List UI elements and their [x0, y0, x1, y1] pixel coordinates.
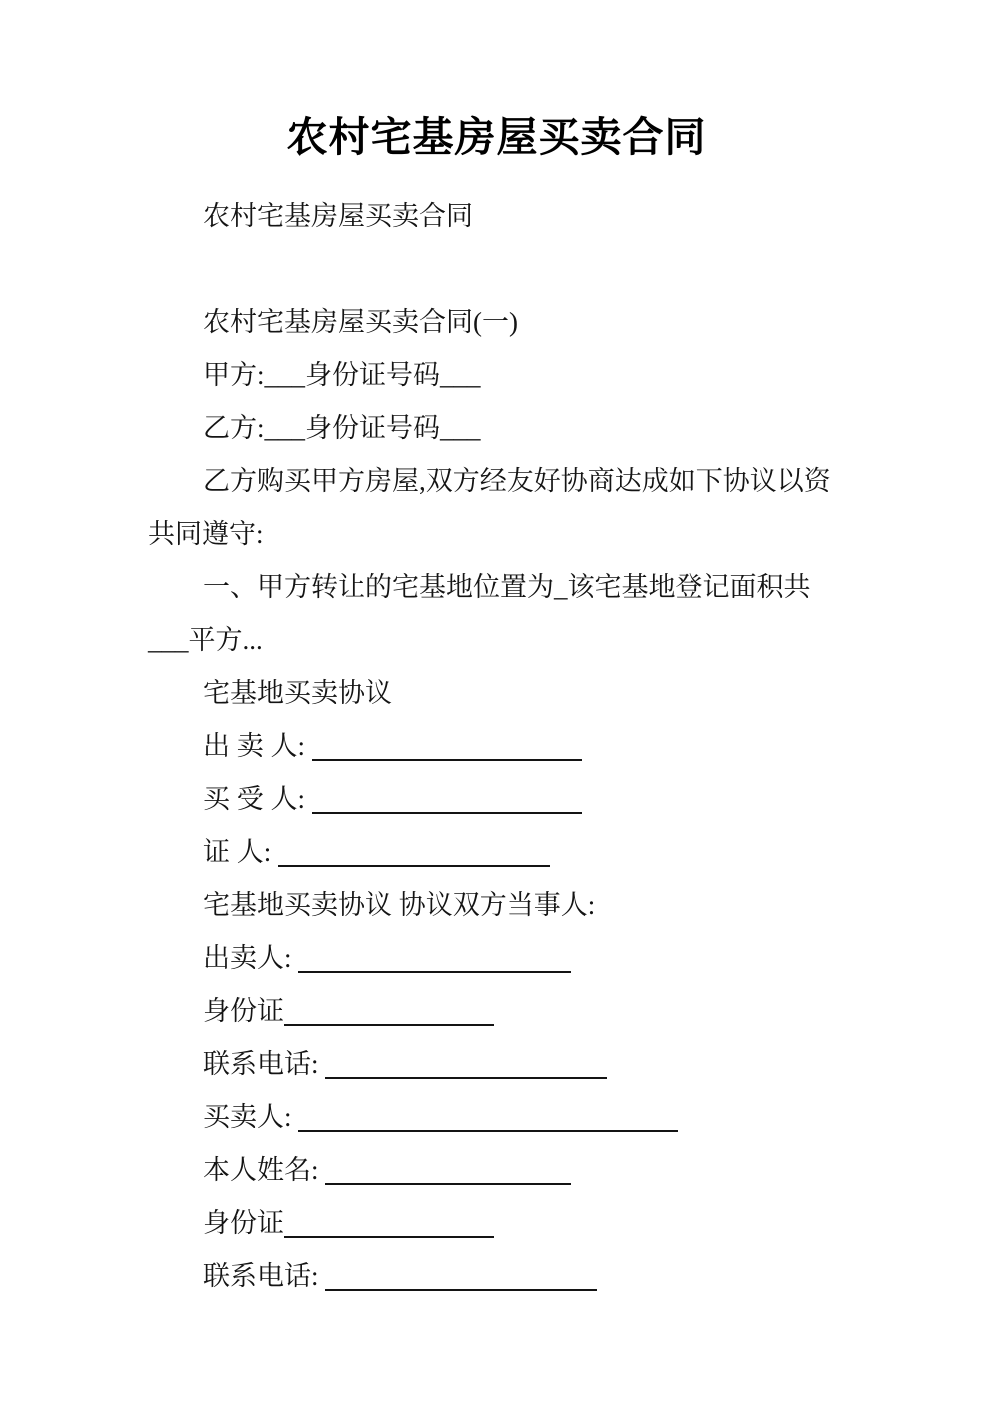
fill-in-blank — [325, 1183, 571, 1185]
fill-in-blank — [298, 1130, 678, 1132]
line-text: 乙方:___身份证号码___ — [203, 413, 481, 443]
line-text: 宅基地买卖协议 — [203, 678, 392, 708]
line-text: 共同遵守: — [148, 519, 264, 549]
fill-in-blank — [278, 865, 550, 867]
line-text: 农村宅基房屋买卖合同(一) — [203, 307, 518, 337]
line-text: 买卖人: — [203, 1102, 299, 1132]
fill-in-blank — [325, 1289, 597, 1291]
document-line — [148, 879, 853, 932]
document-line — [148, 1197, 853, 1250]
fill-in-blank — [325, 1077, 607, 1079]
fill-in-blank — [284, 1236, 494, 1238]
line-text: 身份证 — [203, 996, 284, 1026]
document-line — [148, 720, 853, 773]
document-line — [148, 614, 853, 667]
document-line — [148, 349, 853, 402]
line-text: 出卖人: — [203, 943, 299, 973]
line-text: 甲方:___身份证号码___ — [203, 360, 481, 390]
line-text: 联系电话: — [203, 1049, 326, 1079]
document-line — [148, 1038, 853, 1091]
document-line — [148, 826, 853, 879]
line-text: 身份证 — [203, 1208, 284, 1238]
document-title: 农村宅基房屋买卖合同 — [286, 114, 707, 160]
line-text: 出 卖 人: — [203, 731, 312, 761]
document-line — [148, 773, 853, 826]
fill-in-blank — [312, 759, 582, 761]
fill-in-blank — [284, 1024, 494, 1026]
line-text: 买 受 人: — [203, 784, 312, 814]
document-body — [0, 162, 993, 1303]
document-line — [148, 667, 853, 720]
line-text: ___平方... — [148, 625, 263, 655]
fill-in-blank — [312, 812, 582, 814]
document-line — [148, 1250, 853, 1303]
line-text: 农村宅基房屋买卖合同 — [203, 201, 473, 231]
document-line — [148, 190, 853, 243]
document-line — [148, 402, 853, 455]
document-line — [148, 985, 853, 1038]
document-line — [148, 508, 853, 561]
line-text: 宅基地买卖协议 协议双方当事人: — [203, 890, 596, 920]
line-text: 联系电话: — [203, 1261, 326, 1291]
document-line — [148, 1144, 853, 1197]
document-line — [148, 296, 853, 349]
fill-in-blank — [298, 971, 571, 973]
line-text: 一、甲方转让的宅基地位置为_该宅基地登记面积共 — [203, 572, 811, 602]
document-line — [148, 561, 853, 614]
document-line — [148, 455, 853, 508]
line-text: 证 人: — [203, 837, 279, 867]
document-line — [148, 932, 853, 985]
document-line — [148, 1091, 853, 1144]
line-text: 本人姓名: — [203, 1155, 326, 1185]
line-text: 乙方购买甲方房屋,双方经友好协商达成如下协议以资 — [203, 466, 831, 496]
